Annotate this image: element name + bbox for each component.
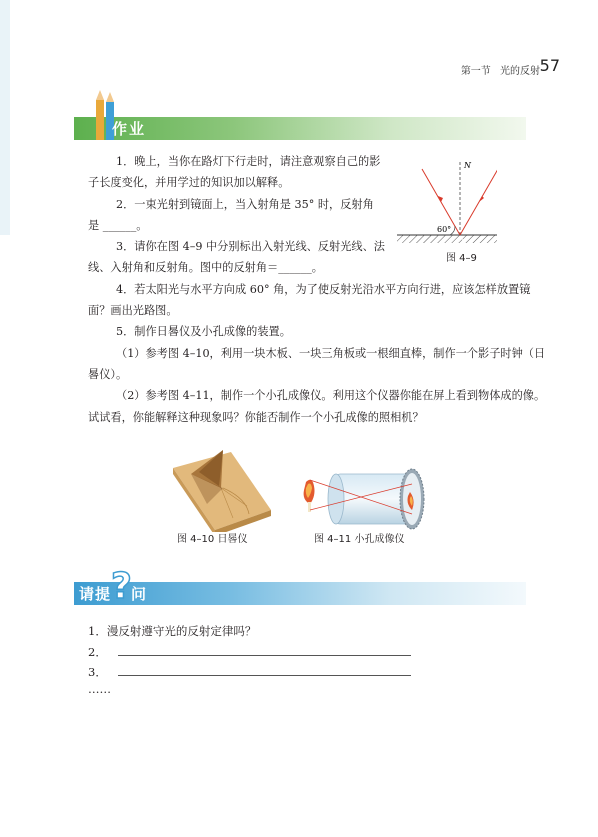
fig49-point-label: O	[457, 237, 464, 246]
figure-4-10-caption: 图 4–10 日晷仪	[177, 534, 248, 545]
hw-line-10: （1）参考图 4–10，利用一块木板、一块三角板或一根细直棒，制作一个影子时钟（日	[116, 347, 546, 360]
header-section: 第一节	[460, 66, 491, 77]
page-edge-strip	[0, 0, 10, 235]
hw-line-3: 2．一束光射到镜面上，当入射角是 35° 时，反射角	[116, 198, 374, 211]
figure-4-10-sundial-image	[171, 448, 273, 532]
hw-line-5: 3．请你在图 4–9 中分别标出入射光线、反射光线、法	[116, 240, 385, 253]
hw-line-2: 子长度变化，并用学过的知识加以解释。	[88, 176, 290, 189]
ask-item-ellipsis: ……	[88, 682, 111, 696]
homework-heading: 作业	[112, 120, 147, 138]
ask-item-3: 3．	[88, 665, 107, 679]
hw-line-8: 面？画出光路图。	[88, 304, 178, 317]
hw-line-13: 试试看，你能解释这种现象吗？你能否制作一个小孔成像的照相机？	[88, 411, 424, 424]
ask-item-1: 1．漫反射遵守光的反射定律吗？	[88, 624, 257, 638]
hw-line-12: （2）参考图 4–11，制作一个小孔成像仪。利用这个仪器你能在屏上看到物体成的像。	[116, 389, 546, 402]
fig49-normal-label: N	[464, 161, 471, 170]
hw-line-7: 4．若太阳光与水平方向成 60° 角，为了使反射光沿水平方向行进，应该怎样放置镜	[116, 283, 531, 296]
answer-line-3	[118, 675, 411, 676]
fig49-angle-label: 60°	[437, 225, 452, 234]
answer-line-2	[118, 655, 411, 656]
header-title: 光的反射	[500, 66, 540, 77]
ask-heading-right: 问	[131, 585, 147, 603]
ask-heading-left: 请提	[79, 585, 112, 603]
hw-line-1: 1．晚上，当你在路灯下行走时，请注意观察自己的影	[116, 155, 381, 168]
figure-4-9-caption: 图 4–9	[446, 253, 477, 264]
hw-line-9: 5．制作日晷仪及小孔成像的装置。	[116, 325, 291, 338]
running-header	[461, 62, 540, 77]
figure-4-11-caption: 图 4–11 小孔成像仪	[314, 534, 405, 545]
hw-line-11: 晷仪）。	[88, 368, 128, 381]
hw-line-4: 是 ______。	[88, 219, 148, 232]
ask-item-2: 2．	[88, 645, 107, 659]
figure-4-11-pinhole-camera-image	[296, 462, 440, 532]
hw-line-6: 线、入射角和反射角。图中的反射角＝______。	[88, 261, 323, 274]
question-mark-icon: ?	[111, 566, 132, 607]
page-number: 57	[539, 56, 560, 75]
